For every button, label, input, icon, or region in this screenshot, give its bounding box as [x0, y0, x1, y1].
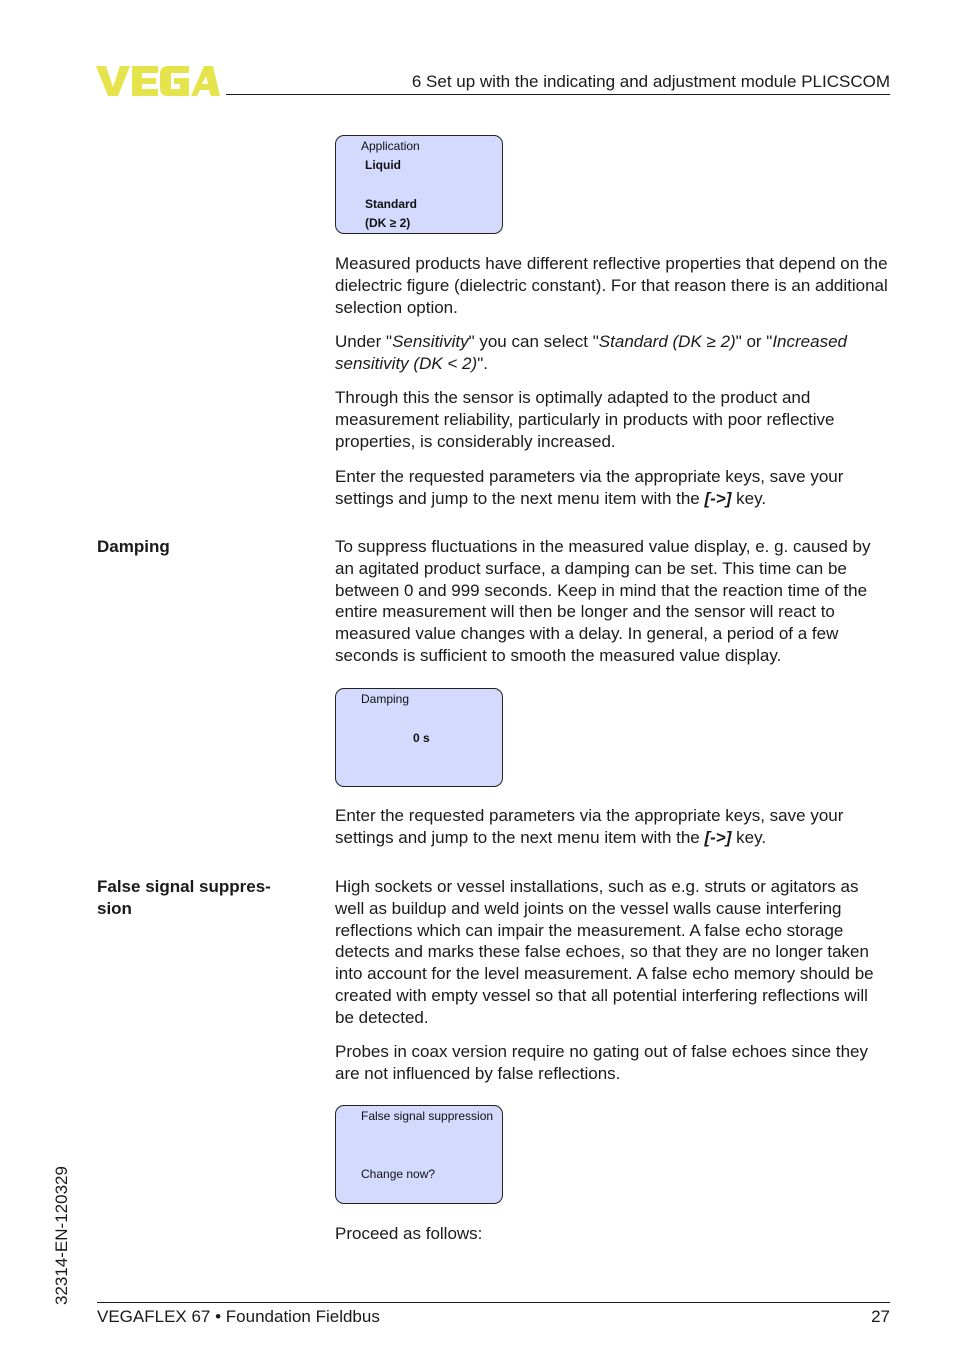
footer-rule — [97, 1302, 890, 1303]
lcd-title: Application — [361, 139, 420, 153]
lcd-damping-value: 0 s — [413, 731, 430, 745]
false-signal-description: High sockets or vessel installations, such as e.g. struts or agitators as well as buildup and weld joints on the vessel walls cause interfering reflections which can impair the measurement. A false echo storage detects and marks these false echoes, so that they are no longer taken into account for the level measurement. A false echo memory should be created with empty vessel so that all potential interfering reflections will be detected. — [335, 877, 874, 1027]
section-title: 6 Set up with the indicating and adjustment module PLICSCOM — [411, 72, 890, 91]
paragraph-sensitivity: Under "Sensitivity" you can select "Standard (DK ≥ 2)" or "Increased sensitivity (DK < 2)". — [335, 332, 847, 373]
lcd-application-display — [335, 135, 503, 234]
lcd-change-now: Change now? — [361, 1167, 436, 1181]
document-id: 32314-EN-120329 — [52, 1166, 71, 1305]
footer-product: VEGAFLEX 67 • Foundation Fieldbus — [97, 1307, 380, 1326]
lcd-title: Damping — [361, 692, 410, 706]
paragraph-adaptation: Through this the sensor is optimally adapted to the product and measurement reliability, particularly in products with poor reflective properties, is considerably increased. — [335, 388, 835, 451]
damping-heading: Damping — [97, 537, 170, 556]
header-rule — [226, 94, 890, 95]
lcd-title: False signal suppression — [361, 1109, 494, 1123]
lcd-line-dk: (DK ≥ 2) — [365, 216, 411, 230]
key-symbol: [->] — [704, 827, 732, 847]
page-number: 27 — [871, 1307, 890, 1326]
lcd-line-standard: Standard — [365, 197, 418, 211]
paragraph-reflective: Measured products have different reflective properties that depend on the dielectric figure (dielectric constant). For that reason there is an additional selection option. — [335, 254, 888, 317]
lcd-line-liquid: Liquid — [365, 158, 401, 172]
paragraph-enter-parameters-2: Enter the requested parameters via the appropriate keys, save your settings and jump to the next menu item with the [->] key. — [335, 806, 844, 847]
paragraph-enter-parameters: Enter the requested parameters via the appropriate keys, save your settings and jump to the next menu item with the [->] key. — [335, 467, 844, 508]
lcd-damping-display — [335, 688, 503, 787]
lcd-false-signal-display — [335, 1105, 503, 1204]
coax-note: Probes in coax version require no gating out of false echoes since they are not influenced by false reflections. — [335, 1042, 868, 1083]
key-symbol: [->] — [704, 488, 732, 508]
proceed-text: Proceed as follows: — [335, 1224, 483, 1243]
vega-logo — [96, 64, 220, 98]
damping-description: To suppress fluctuations in the measured value display, e. g. caused by an agitated product surface, a damping can be set. This time can be between 0 and 999 seconds. Keep in mind that the reaction time of the entire measurement will then be longer and the sensor will react to measured value changes with a delay. In general, a period of a few seconds is sufficient to smooth the measured value display. — [335, 537, 871, 665]
false-signal-heading: False signal suppres- sion — [97, 877, 271, 918]
